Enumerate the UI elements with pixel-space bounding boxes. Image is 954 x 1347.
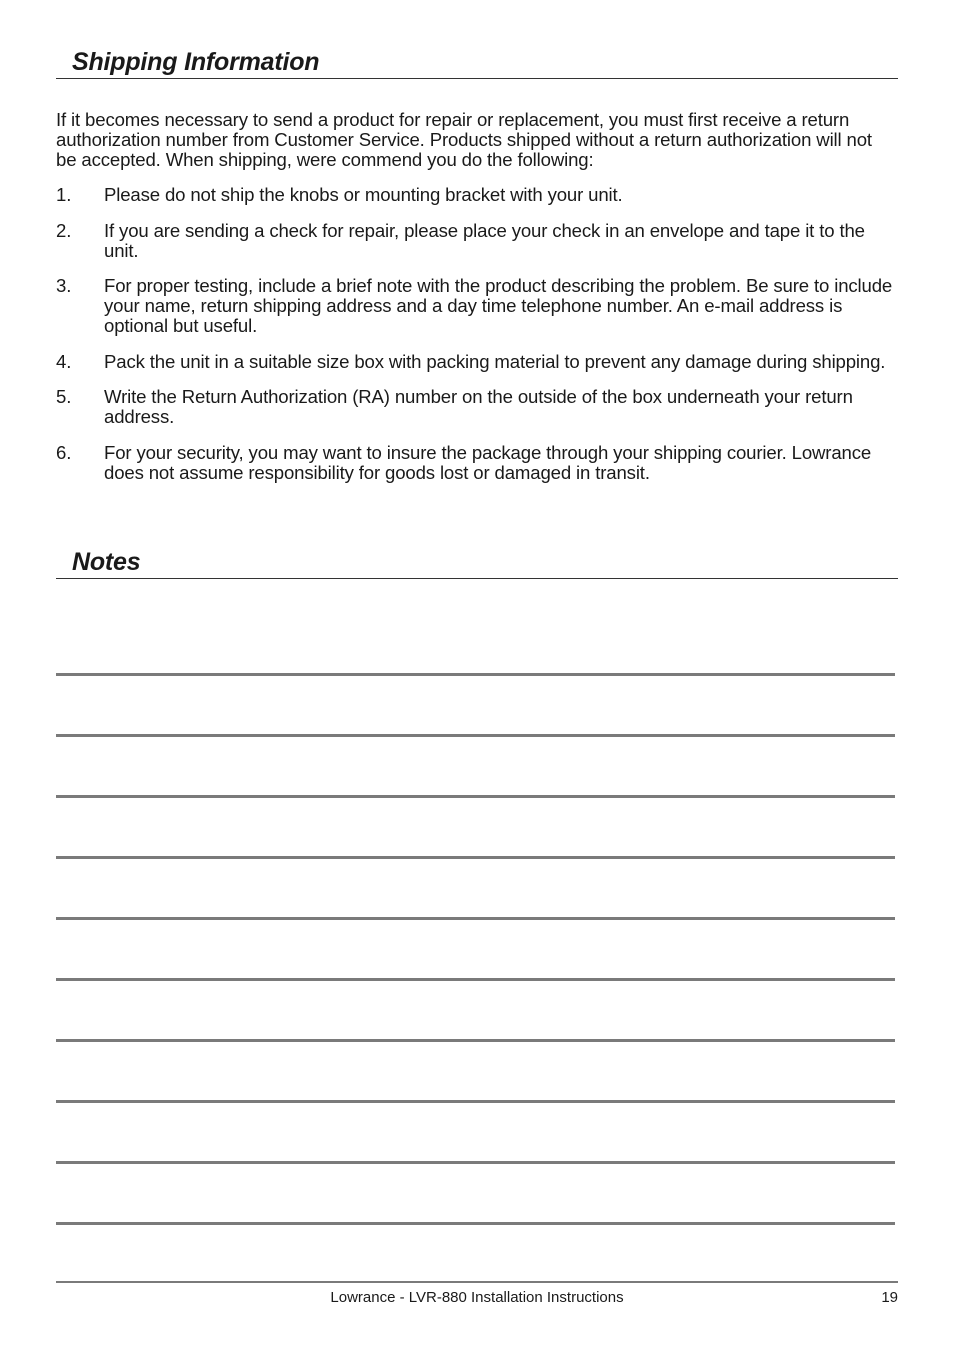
step-text: If you are sending a check for repair, please place your check in an envelope and tape it to the unit. (104, 220, 865, 261)
step-text: Please do not ship the knobs or mounting bracket with your unit. (104, 184, 623, 205)
notes-writing-lines (56, 673, 895, 1283)
note-line (56, 673, 895, 676)
step-number: 3. (56, 275, 72, 296)
step-text: For proper testing, include a brief note with the product describing the problem. Be sure to include your name, return shipping address and a day time telephone number. An e-mail address is optional but useful. (104, 275, 893, 336)
list-item (56, 387, 898, 427)
note-line (56, 917, 895, 920)
note-line (56, 1161, 895, 1164)
notes-section-heading (56, 544, 898, 579)
shipping-section-heading (56, 44, 898, 79)
step-number: 5. (56, 386, 72, 407)
step-text: Write the Return Authorization (RA) number on the outside of the box underneath your return address. (104, 386, 853, 427)
step-number: 6. (56, 442, 72, 463)
note-line (56, 1100, 895, 1103)
page-number: 19 (881, 1289, 898, 1306)
step-text: For your security, you may want to insure the package through your shipping courier. Lowrance does not assume responsibility for goods lost or damaged in transit. (104, 442, 872, 483)
list-item (56, 443, 898, 483)
notes-heading-text: Notes (72, 548, 141, 576)
footer-document-title: Lowrance - LVR-880 Installation Instructions (330, 1289, 624, 1306)
list-item (56, 276, 898, 336)
step-text: Pack the unit in a suitable size box with packing material to prevent any damage during shipping. (104, 351, 886, 372)
step-number: 2. (56, 220, 72, 241)
list-item (56, 221, 898, 261)
list-item (56, 352, 898, 372)
note-line (56, 795, 895, 798)
step-number: 4. (56, 351, 72, 372)
note-line (56, 978, 895, 981)
note-line (56, 856, 895, 859)
note-line (56, 734, 895, 737)
note-line (56, 1222, 895, 1225)
page-footer (56, 1281, 898, 1313)
note-line (56, 1039, 895, 1042)
shipping-steps-list (56, 185, 898, 483)
list-item (56, 185, 898, 205)
shipping-intro-paragraph: If it becomes necessary to send a product for repair or replacement, you must first receive a return authorization number from Customer Service. Products shipped without a return authorization will not be accepted. When shipping, were commend you do the following: (56, 109, 872, 170)
shipping-heading-text: Shipping Information (72, 48, 320, 76)
step-number: 1. (56, 184, 72, 205)
